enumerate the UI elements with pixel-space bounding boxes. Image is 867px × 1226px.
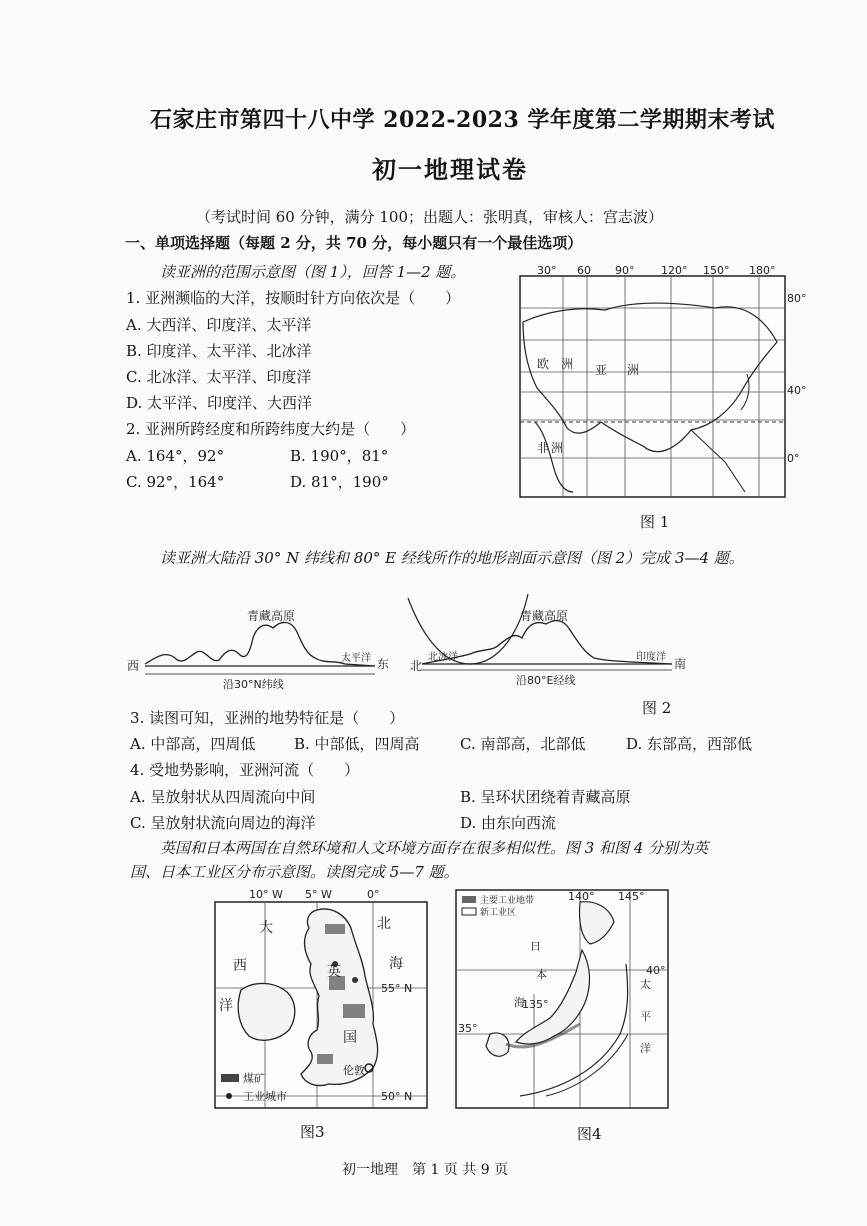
intro-fig1: 读亚洲的范围示意图（图 1），回答 1—2 题。 bbox=[160, 263, 466, 281]
q3-stem: 3. 读图可知，亚洲的地势特征是（ ） bbox=[130, 709, 405, 727]
q2-option-a: A. 164°，92° bbox=[126, 447, 225, 465]
exam-title: 石家庄市第四十八中学 2022-2023 学年度第二学期期末考试 bbox=[150, 107, 775, 133]
jp-sea-5: 平 bbox=[640, 1010, 651, 1023]
svg-text:80°: 80° bbox=[787, 292, 807, 305]
q1-option-a: A. 大西洋、印度洋、太平洋 bbox=[126, 316, 312, 334]
figure-3-caption: 图3 bbox=[300, 1123, 325, 1141]
jp-legend-new: 新工业区 bbox=[480, 908, 517, 918]
svg-text:非: 非 bbox=[537, 441, 550, 455]
q3-option-d: D. 东部高，西部低 bbox=[626, 735, 753, 753]
q2-option-d: D. 81°，190° bbox=[290, 473, 389, 491]
svg-text:30°: 30° bbox=[537, 264, 557, 277]
svg-text:150°: 150° bbox=[703, 264, 730, 277]
jp-lat-2: 35° bbox=[458, 1022, 478, 1035]
exam-info: （考试时间 60 分钟，满分 100；出题人：张明真，审核人：宫志波） bbox=[196, 208, 664, 226]
uk-country-1: 英 bbox=[327, 964, 341, 980]
q2-option-b: B. 190°，81° bbox=[290, 447, 389, 465]
intro-fig34-line1: 英国和日本两国在自然环境和人文环境方面存在很多相似性。图 3 和图 4 分别为英 bbox=[160, 839, 709, 857]
q2-stem: 2. 亚洲所跨经度和所跨纬度大约是（ ） bbox=[126, 420, 416, 438]
q3-option-b: B. 中部低，四周高 bbox=[294, 735, 420, 753]
svg-text:洲: 洲 bbox=[627, 363, 640, 377]
right-ocean-n-label: 北冰洋 bbox=[428, 652, 458, 663]
right-ocean-s-label: 印度洋 bbox=[636, 652, 666, 663]
q4-option-b: B. 呈环状团绕着青藏高原 bbox=[460, 788, 631, 806]
q4-option-c: C. 呈放射状流向周边的海洋 bbox=[130, 814, 316, 832]
uk-sea-4: 北 bbox=[377, 916, 391, 932]
q4-option-d: D. 由东向西流 bbox=[460, 814, 557, 832]
jp-lon-3: 135° bbox=[522, 998, 549, 1011]
uk-sea-2: 西 bbox=[233, 958, 247, 974]
jp-lat-1: 40° bbox=[646, 964, 666, 977]
svg-text:180°: 180° bbox=[749, 264, 776, 277]
svg-text:欧: 欧 bbox=[537, 357, 550, 371]
jp-sea-6: 洋 bbox=[640, 1042, 651, 1055]
svg-text:90°: 90° bbox=[615, 264, 635, 277]
svg-text:60: 60 bbox=[577, 264, 591, 277]
uk-legend-coal: 煤矿 bbox=[243, 1072, 265, 1085]
q1-option-d: D. 太平洋、印度洋、大西洋 bbox=[126, 394, 313, 412]
left-axis-label: 沿30°N纬线 bbox=[223, 678, 284, 691]
right-south-label: 南 bbox=[674, 657, 687, 671]
jp-lon-2: 145° bbox=[618, 890, 645, 903]
q3-option-c: C. 南部高，北部低 bbox=[460, 735, 586, 753]
figure-2-profile-80e bbox=[400, 590, 700, 700]
section-heading: 一、单项选择题（每题 2 分，共 70 分，每小题只有一个最佳选项） bbox=[125, 234, 583, 252]
uk-sea-3: 洋 bbox=[219, 998, 233, 1014]
figure-2-caption: 图 2 bbox=[642, 699, 672, 717]
q1-stem: 1. 亚洲濒临的大洋，按顺时针方向依次是（ ） bbox=[126, 289, 461, 307]
svg-text:洲: 洲 bbox=[561, 357, 574, 371]
left-peak-label: 青藏高原 bbox=[247, 609, 296, 623]
uk-sea-1: 大 bbox=[259, 920, 273, 936]
svg-text:0°: 0° bbox=[787, 452, 800, 465]
jp-sea-1: 日 bbox=[530, 940, 541, 953]
svg-text:40°: 40° bbox=[787, 384, 807, 397]
figure-2-profile-30n bbox=[125, 598, 415, 698]
jp-sea-4: 太 bbox=[640, 978, 651, 991]
uk-lon-3: 0° bbox=[367, 888, 380, 901]
figure-4-caption: 图4 bbox=[577, 1125, 602, 1143]
left-ocean-label: 太平洋 bbox=[341, 653, 371, 664]
jp-legend-main: 主要工业地带 bbox=[480, 896, 535, 906]
right-north-label: 北 bbox=[410, 659, 423, 673]
figure-1-asia-map bbox=[515, 262, 815, 502]
svg-text:120°: 120° bbox=[661, 264, 688, 277]
svg-text:亚: 亚 bbox=[595, 363, 608, 377]
figure-3-uk-map bbox=[205, 884, 435, 1114]
uk-lon-1: 10° W bbox=[249, 888, 283, 901]
jp-sea-2: 本 bbox=[536, 968, 547, 981]
q2-option-c: C. 92°，164° bbox=[126, 473, 225, 491]
svg-text:洲: 洲 bbox=[551, 441, 564, 455]
q1-option-c: C. 北冰洋、太平洋、印度洋 bbox=[126, 368, 312, 386]
q1-option-b: B. 印度洋、太平洋、北冰洋 bbox=[126, 342, 312, 360]
paper-subtitle: 初一地理试卷 bbox=[372, 155, 528, 184]
uk-sea-5: 海 bbox=[389, 956, 403, 972]
intro-fig34-line2: 国、日本工业区分布示意图。读图完成 5—7 题。 bbox=[130, 863, 459, 881]
uk-lon-2: 5° W bbox=[305, 888, 332, 901]
jp-sea-3: 海 bbox=[514, 996, 525, 1009]
q4-stem: 4. 受地势影响，亚洲河流（ ） bbox=[130, 761, 360, 779]
q4-option-a: A. 呈放射状从四周流向中间 bbox=[130, 788, 316, 806]
uk-lat-1: 55° N bbox=[381, 982, 413, 995]
figure-4-japan-map bbox=[450, 884, 675, 1112]
uk-country-2: 国 bbox=[343, 1030, 357, 1046]
right-peak-label: 青藏高原 bbox=[520, 609, 569, 623]
left-west-label: 西 bbox=[127, 659, 140, 673]
uk-city-label: 伦敦 bbox=[343, 1064, 365, 1077]
figure-1-caption: 图 1 bbox=[640, 513, 670, 531]
q3-option-a: A. 中部高，四周低 bbox=[130, 735, 256, 753]
jp-lon-1: 140° bbox=[568, 890, 595, 903]
uk-legend-city: 工业城市 bbox=[243, 1090, 287, 1103]
page-footer: 初一地理 第 1 页 共 9 页 bbox=[342, 1162, 509, 1178]
uk-lat-2: 50° N bbox=[381, 1090, 413, 1103]
intro-fig2: 读亚洲大陆沿 30° N 纬线和 80° E 经线所作的地形剖面示意图（图 2）完成 3—4 题。 bbox=[160, 549, 744, 567]
left-east-label: 东 bbox=[377, 657, 390, 671]
right-axis-label: 沿80°E经线 bbox=[516, 674, 576, 687]
